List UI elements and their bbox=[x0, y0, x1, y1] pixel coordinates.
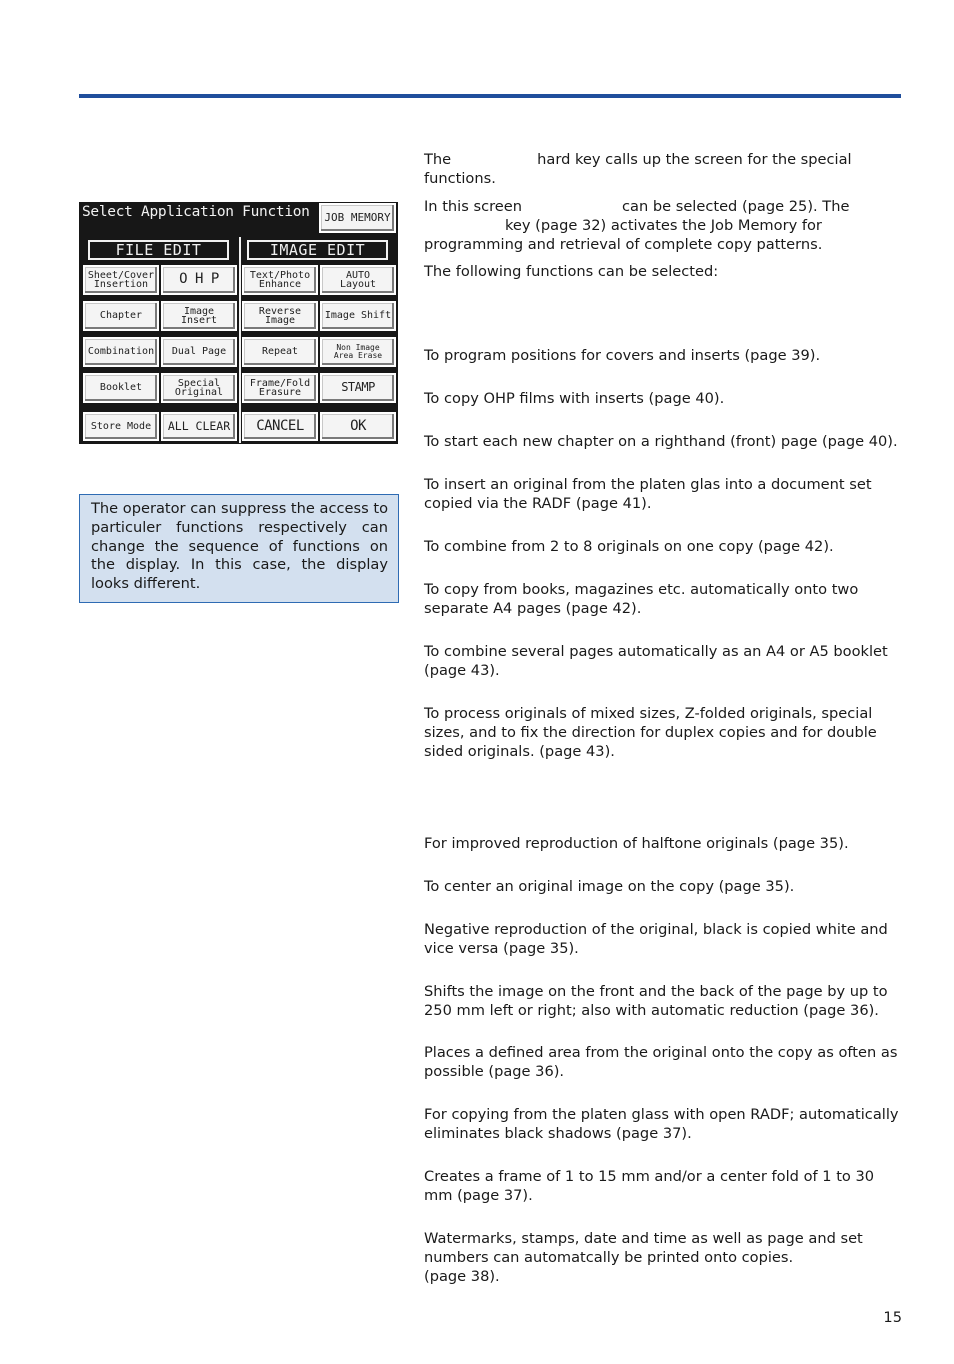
function-desc-image-shift: Shifts the image on the front and the back of the page by up to 250 mm left or right; also with automatic reduction (page 36). bbox=[424, 983, 888, 1019]
ok-button[interactable]: OK bbox=[320, 412, 396, 441]
function-desc-auto-layout: To center an original image on the copy (page 35). bbox=[424, 878, 795, 895]
store-mode-button[interactable]: Store Mode bbox=[83, 412, 159, 441]
file-edit-header: FILE EDIT bbox=[88, 240, 229, 260]
function-desc-repeat: Places a defined area from the original onto the copy as often as possible (page 36). bbox=[424, 1044, 898, 1080]
all-clear-button[interactable]: ALL CLEAR bbox=[161, 412, 237, 441]
dual-page-button[interactable]: Dual Page bbox=[161, 337, 237, 367]
reverse-image-button[interactable]: Reverse Image bbox=[242, 301, 318, 331]
function-desc-text-photo: For improved reproduction of halftone originals (page 35). bbox=[424, 835, 849, 852]
non-image-area-erase-button[interactable]: Non Image Area Erase bbox=[320, 337, 396, 367]
image-insert-button[interactable]: Image Insert bbox=[161, 301, 237, 331]
frame-fold-erasure-button[interactable]: Frame/Fold Erasure bbox=[242, 373, 318, 403]
screen-title: Select Application Function bbox=[82, 204, 310, 220]
function-desc-special-original: To process originals of mixed sizes, Z-folded originals, special sizes, and to fix the direction for duplex copies and for double sided originals. (page 43). bbox=[424, 705, 877, 760]
page-number: 15 bbox=[883, 1309, 902, 1326]
function-desc-combination: To combine from 2 to 8 originals on one copy (page 42). bbox=[424, 538, 834, 555]
intro-paragraph-3: The following functions can be selected: bbox=[424, 263, 719, 280]
booklet-button[interactable]: Booklet bbox=[83, 373, 159, 403]
image-edit-header: IMAGE EDIT bbox=[247, 240, 388, 260]
intro-paragraph-1: The hard key calls up the screen for the special functions. bbox=[424, 151, 852, 187]
function-desc-reverse-image: Negative reproduction of the original, black is copied white and vice versa (page 35). bbox=[424, 921, 888, 957]
application-function-screen bbox=[79, 202, 398, 444]
function-desc-ohp: To copy OHP films with inserts (page 40). bbox=[424, 390, 725, 407]
auto-layout-button[interactable]: AUTO Layout bbox=[320, 265, 396, 295]
function-desc-chapter: To start each new chapter on a righthand (front) page (page 40). bbox=[424, 433, 898, 450]
stamp-button[interactable]: STAMP bbox=[320, 373, 396, 403]
ohp-button[interactable]: O H P bbox=[161, 265, 237, 295]
sheet-cover-insertion-button[interactable]: Sheet/Cover Insertion bbox=[83, 265, 159, 295]
function-desc-non-image-erase: For copying from the platen glass with open RADF; automatically eliminates black shadows (page 37). bbox=[424, 1106, 899, 1142]
intro-paragraph-2: In this screen can be selected (page 25). The key (page 32) activates the Job Memory for programming and retrieval of complete copy patterns. bbox=[424, 198, 850, 253]
function-desc-frame-fold: Creates a frame of 1 to 15 mm and/or a center fold of 1 to 30 mm (page 37). bbox=[424, 1168, 875, 1204]
special-original-button[interactable]: Special Original bbox=[161, 373, 237, 403]
job-memory-button[interactable]: JOB MEMORY bbox=[319, 203, 396, 233]
function-desc-dual-page: To copy from books, magazines etc. automatically onto two separate A4 pages (page 42). bbox=[424, 581, 859, 617]
text-photo-enhance-button[interactable]: Text/Photo Enhance bbox=[242, 265, 318, 295]
column-divider bbox=[239, 237, 241, 443]
chapter-button[interactable]: Chapter bbox=[83, 301, 159, 331]
combination-button[interactable]: Combination bbox=[83, 337, 159, 367]
function-desc-stamp: Watermarks, stamps, date and time as well as page and set numbers can automatcally be printed onto copies. (page 38). bbox=[424, 1230, 863, 1285]
function-desc-image-insert: To insert an original from the platen glas into a document set copied via the RADF (page 41). bbox=[424, 476, 872, 512]
operator-note: The operator can suppress the access to particuler functions respectively can change the sequence of functions on the display. In this case, the display looks different. bbox=[79, 494, 399, 603]
function-desc-booklet: To combine several pages automatically as an A4 or A5 booklet (page 43). bbox=[424, 643, 888, 679]
image-shift-button[interactable]: Image Shift bbox=[320, 301, 396, 331]
header-rule bbox=[79, 94, 901, 98]
cancel-button[interactable]: CANCEL bbox=[242, 412, 318, 441]
repeat-button[interactable]: Repeat bbox=[242, 337, 318, 367]
function-desc-sheet-cover: To program positions for covers and inserts (page 39). bbox=[424, 347, 821, 364]
